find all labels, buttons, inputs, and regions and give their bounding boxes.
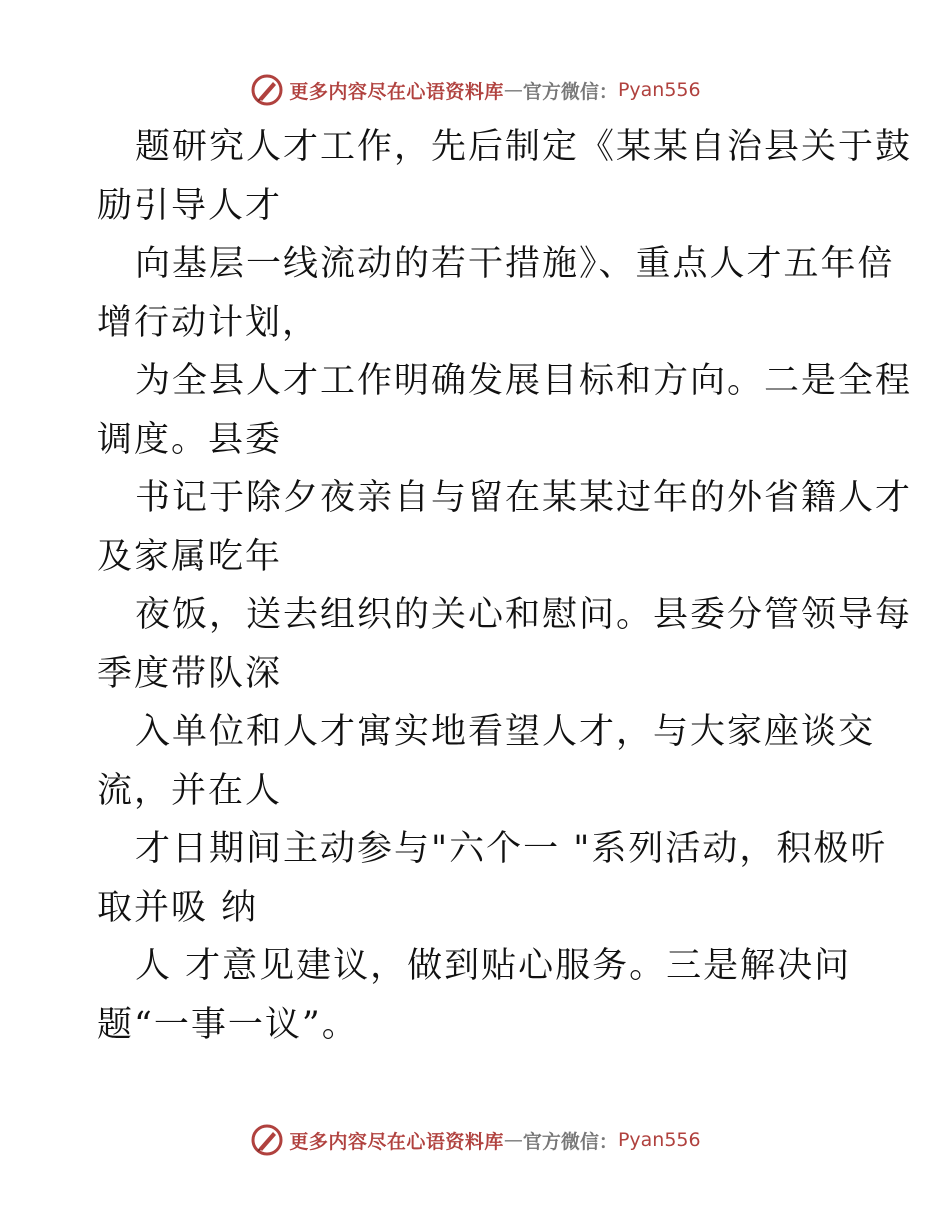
body-line: 入单位和人才寓实地看望人才，与大家座谈交 bbox=[135, 712, 876, 752]
body-line: 夜饭，送去组织的关心和慰问。县委分管领导每 bbox=[135, 595, 913, 635]
document-body bbox=[97, 118, 913, 1054]
body-line: 题研究人才工作，先后制定《某某自治县关于鼓 bbox=[135, 127, 913, 167]
body-line: 向基层一线流动的若干措施》、重点人才五年倍 bbox=[135, 244, 895, 284]
footer-wechat-id: Pyan556 bbox=[617, 1129, 701, 1151]
footer-banner bbox=[0, 1118, 950, 1162]
body-line: 励引导人才 bbox=[97, 185, 283, 226]
body-line: 书记于除夕夜亲自与留在某某过年的外省籍人才 bbox=[135, 478, 913, 518]
header-wechat-id: Pyan556 bbox=[617, 79, 701, 101]
footer-wechat-label: 官方微信： bbox=[522, 1130, 618, 1153]
body-line: 人 才意见建议，做到贴心服务。三是解决问 bbox=[135, 946, 852, 986]
header-separator: — bbox=[503, 79, 523, 101]
body-line: 流，并在人 bbox=[97, 770, 283, 811]
body-line: 季度带队深 bbox=[97, 653, 283, 694]
header-wechat-label: 官方微信： bbox=[522, 80, 618, 103]
header-banner bbox=[0, 68, 950, 112]
body-line: 增行动计划， bbox=[97, 302, 320, 343]
body-line: 题“一事一议”。 bbox=[97, 1004, 359, 1045]
body-line: 才日期间主动参与"六个一 "系列活动，积极听 bbox=[135, 829, 888, 869]
body-line: 为全县人才工作明确发展目标和方向。二是全程 bbox=[135, 361, 913, 401]
pen-logo-icon bbox=[249, 1122, 285, 1158]
body-line: 及家属吃年 bbox=[97, 536, 283, 577]
pen-logo-icon bbox=[249, 72, 285, 108]
body-line: 调度。县委 bbox=[97, 419, 283, 460]
header-brand-text: 更多内容尽在心语资料库 bbox=[289, 80, 504, 103]
body-line: 取并吸 纳 bbox=[97, 887, 259, 928]
footer-brand-text: 更多内容尽在心语资料库 bbox=[289, 1130, 504, 1153]
footer-separator: — bbox=[503, 1129, 523, 1151]
